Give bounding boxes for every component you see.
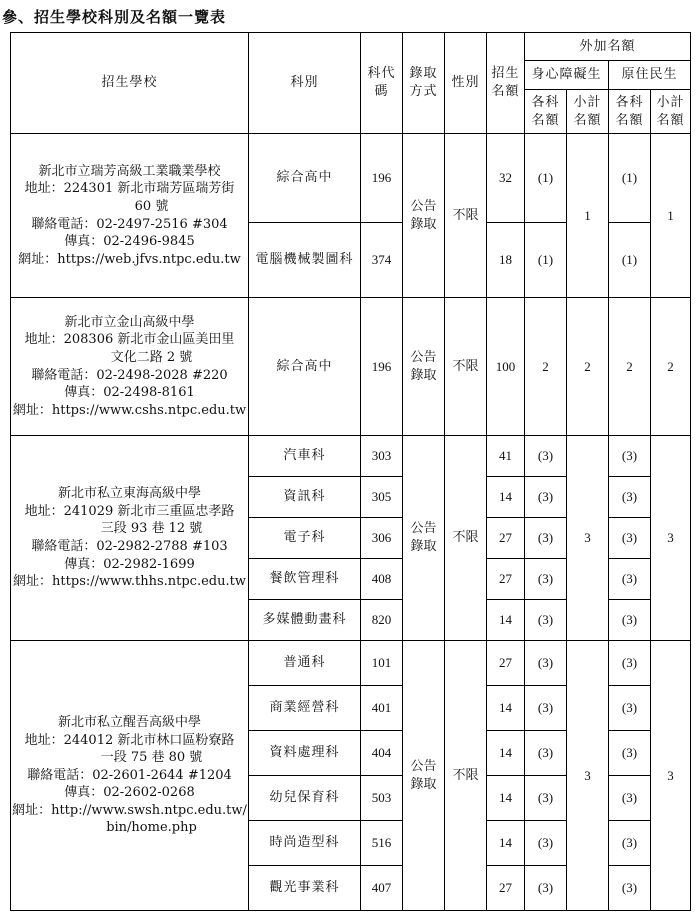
indigenous-each: (3) — [609, 731, 651, 776]
quota: 14 — [487, 731, 525, 776]
school-info-line: 聯絡電話：02-2601-2644 #1204 — [27, 767, 232, 783]
indigenous-subtotal: 2 — [651, 298, 691, 436]
dept-name: 電腦機械製圖科 — [249, 223, 361, 298]
dept-name: 普通科 — [249, 641, 361, 686]
school-info-line: 網址：https://www.cshs.ntpc.edu.tw — [12, 402, 247, 418]
school-info-line: 地址：241029 新北市三重區忠孝路 — [24, 503, 235, 519]
dept-name: 資訊科 — [249, 477, 361, 518]
dept-name: 觀光事業科 — [249, 866, 361, 911]
school-info — [11, 641, 249, 911]
school-info-line: 網址：https://www.thhs.ntpc.edu.tw — [13, 574, 246, 590]
header-quota: 招生 名額 — [487, 33, 525, 134]
quota: 27 — [487, 518, 525, 559]
table-row — [11, 134, 691, 223]
school-info-line: 三段 93 巷 12 號 — [100, 521, 203, 537]
enrollment-table — [10, 32, 691, 911]
indigenous-each: (3) — [609, 641, 651, 686]
header-gender: 性別 — [445, 33, 487, 134]
indigenous-each: (1) — [609, 223, 651, 298]
dept-name: 商業經營科 — [249, 686, 361, 731]
quota: 14 — [487, 821, 525, 866]
quota: 18 — [487, 223, 525, 298]
admission-method — [403, 298, 445, 436]
quota: 27 — [487, 559, 525, 600]
dept-name: 資料處理科 — [249, 731, 361, 776]
table-row — [11, 298, 691, 436]
indigenous-each: (3) — [609, 477, 651, 518]
dept-name: 汽車科 — [249, 436, 361, 477]
table-row — [11, 641, 691, 686]
indigenous-subtotal: 1 — [651, 134, 691, 298]
header-indigenous: 原住民生 — [609, 61, 691, 90]
dept-code: 303 — [361, 436, 403, 477]
disabled-each: (3) — [525, 559, 567, 600]
dept-code: 306 — [361, 518, 403, 559]
disabled-each: (1) — [525, 134, 567, 223]
dept-code: 408 — [361, 559, 403, 600]
school-info-line: 傳真：02-2498-8161 — [64, 385, 195, 401]
quota: 27 — [487, 641, 525, 686]
admission-method-line: 錄取 — [410, 216, 437, 232]
admission-method — [403, 436, 445, 641]
disabled-each: (3) — [525, 686, 567, 731]
disabled-subtotal: 1 — [567, 134, 609, 298]
indigenous-each: (3) — [609, 518, 651, 559]
indigenous-each: 2 — [609, 298, 651, 436]
school-info-line: bin/home.php — [106, 820, 197, 836]
school-info — [11, 436, 249, 641]
admission-method-line: 公告 — [410, 198, 437, 214]
disabled-each: (3) — [525, 436, 567, 477]
disabled-subtotal: 3 — [567, 641, 609, 911]
disabled-subtotal: 2 — [567, 298, 609, 436]
admission-method-line: 公告 — [410, 349, 437, 365]
quota: 14 — [487, 776, 525, 821]
indigenous-each: (3) — [609, 436, 651, 477]
quota: 32 — [487, 134, 525, 223]
admission-method-line: 錄取 — [410, 539, 437, 554]
dept-code: 101 — [361, 641, 403, 686]
school-name: 新北市立金山高級中學 — [64, 314, 195, 330]
gender: 不限 — [445, 436, 487, 641]
school-info-line: 傳真：02-2982-1699 — [64, 556, 195, 572]
disabled-each: (3) — [525, 600, 567, 641]
quota: 41 — [487, 436, 525, 477]
disabled-each: (3) — [525, 641, 567, 686]
dept-name: 綜合高中 — [249, 134, 361, 223]
quota: 100 — [487, 298, 525, 436]
school-info-line: 網址：http://www.swsh.ntpc.edu.tw/ — [12, 802, 247, 818]
admission-method-line: 公告 — [410, 521, 437, 537]
disabled-each: (3) — [525, 866, 567, 911]
indigenous-each: (3) — [609, 686, 651, 731]
dept-name: 幼兒保育科 — [249, 776, 361, 821]
dept-name: 多媒體動畫科 — [249, 600, 361, 641]
header-dis-sub: 小計 名額 — [567, 90, 609, 134]
dept-code: 401 — [361, 686, 403, 731]
disabled-each: (3) — [525, 518, 567, 559]
header-dept: 科別 — [249, 33, 361, 134]
dept-name: 電子科 — [249, 518, 361, 559]
school-info-line: 傳真：02-2496-9845 — [64, 234, 195, 250]
school-name: 新北市私立醒吾高級中學 — [57, 715, 201, 731]
school-info-line: 60 號 — [134, 198, 169, 214]
disabled-each: 2 — [525, 298, 567, 436]
school-info — [11, 298, 249, 436]
admission-method-line: 錄取 — [410, 367, 437, 383]
dept-name: 時尚造型科 — [249, 821, 361, 866]
quota: 14 — [487, 686, 525, 731]
school-info — [11, 134, 249, 298]
dept-name: 餐飲管理科 — [249, 559, 361, 600]
indigenous-each: (3) — [609, 559, 651, 600]
header-method: 錄取 方式 — [403, 33, 445, 134]
dept-code: 374 — [361, 223, 403, 298]
indigenous-each: (3) — [609, 866, 651, 911]
indigenous-each: (1) — [609, 134, 651, 223]
header-ind-each: 各科 名額 — [609, 90, 651, 134]
header-dis-each: 各科 名額 — [525, 90, 567, 134]
header-ind-sub: 小計 名額 — [651, 90, 691, 134]
indigenous-each: (3) — [609, 776, 651, 821]
gender: 不限 — [445, 298, 487, 436]
dept-code: 820 — [361, 600, 403, 641]
disabled-each: (1) — [525, 223, 567, 298]
indigenous-each: (3) — [609, 600, 651, 641]
dept-code: 196 — [361, 298, 403, 436]
quota: 27 — [487, 866, 525, 911]
disabled-each: (3) — [525, 731, 567, 776]
disabled-subtotal: 3 — [567, 436, 609, 641]
indigenous-each: (3) — [609, 821, 651, 866]
admission-method — [403, 134, 445, 298]
dept-name: 綜合高中 — [249, 298, 361, 436]
disabled-each: (3) — [525, 776, 567, 821]
school-info-line: 一段 75 巷 80 號 — [100, 750, 203, 766]
admission-method-line: 錄取 — [410, 776, 437, 792]
quota: 14 — [487, 600, 525, 641]
gender: 不限 — [445, 134, 487, 298]
header-extra: 外加名額 — [525, 33, 691, 61]
disabled-each: (3) — [525, 821, 567, 866]
indigenous-subtotal: 3 — [651, 436, 691, 641]
admission-method — [403, 641, 445, 911]
dept-code: 407 — [361, 866, 403, 911]
table-row — [11, 436, 691, 477]
school-name: 新北市私立東海高級中學 — [57, 486, 201, 502]
school-info-line: 地址：244012 新北市林口區粉寮路 — [24, 732, 235, 748]
header-code: 科代 碼 — [361, 33, 403, 134]
school-info-line: 地址：208306 新北市金山區美田里 — [24, 332, 235, 348]
school-info-line: 網址：https://web.jfvs.ntpc.edu.tw — [18, 251, 241, 267]
dept-code: 516 — [361, 821, 403, 866]
indigenous-subtotal: 3 — [651, 641, 691, 911]
school-info-line: 聯絡電話：02-2982-2788 #103 — [31, 539, 228, 554]
school-info-line: 地址：224301 新北市瑞芳區瑞芳街 — [24, 181, 235, 197]
dept-code: 404 — [361, 731, 403, 776]
school-info-line: 聯絡電話：02-2498-2028 #220 — [31, 367, 228, 383]
dept-code: 503 — [361, 776, 403, 821]
disabled-each: (3) — [525, 477, 567, 518]
school-info-line: 聯絡電話：02-2497-2516 #304 — [31, 216, 228, 232]
header-school: 招生學校 — [11, 33, 249, 134]
school-info-line: 傳真：02-2602-0268 — [64, 785, 195, 801]
gender: 不限 — [445, 641, 487, 911]
dept-code: 196 — [361, 134, 403, 223]
page-title: 參、招生學校科別及名額一覽表 — [2, 8, 227, 26]
header-disabled: 身心障礙生 — [525, 61, 609, 90]
admission-method-line: 公告 — [410, 758, 437, 774]
dept-code: 305 — [361, 477, 403, 518]
school-info-line: 文化二路 2 號 — [110, 349, 193, 365]
quota: 14 — [487, 477, 525, 518]
school-name: 新北市立瑞芳高級工業職業學校 — [38, 163, 221, 179]
